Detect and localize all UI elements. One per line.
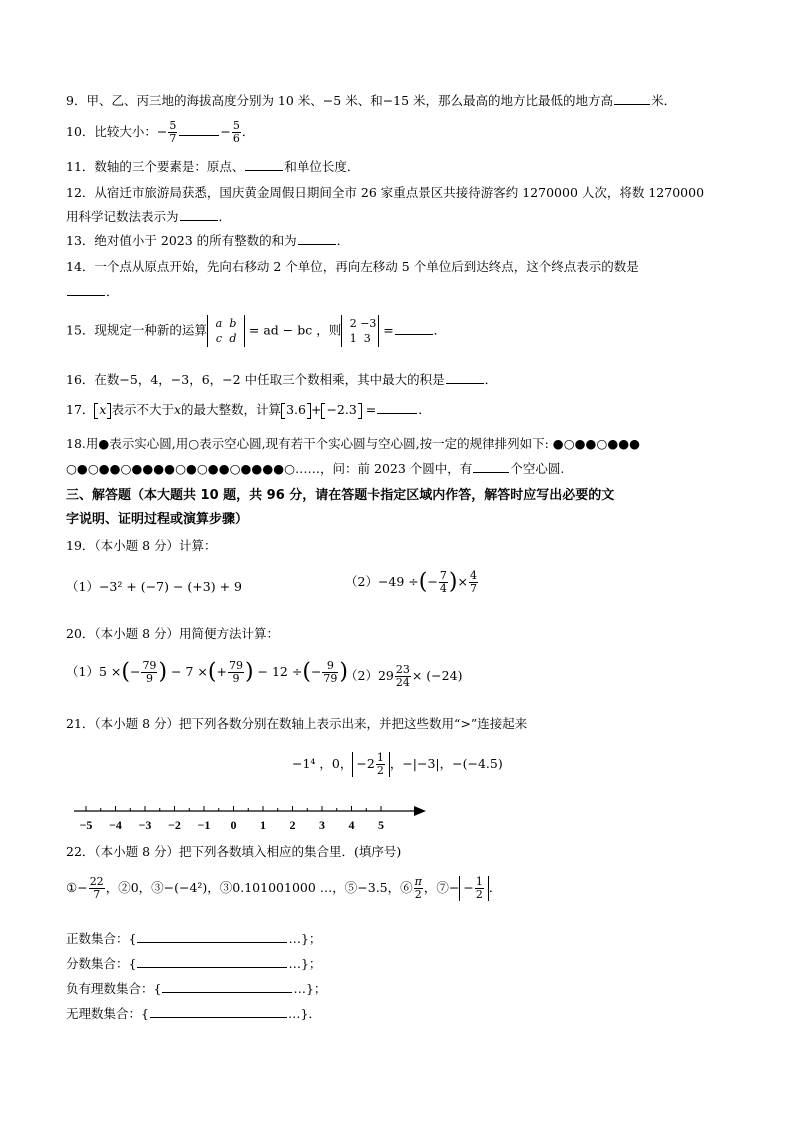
question-18-cont: ○●○●●○●●●●○●○●●○●●●●○……，问：前 2023 个圆中，有 个空心圆. bbox=[66, 461, 565, 476]
tick-label: 0 bbox=[230, 818, 237, 832]
section-heading-cont: 字说明、证明过程或演算步骤） bbox=[66, 512, 249, 527]
set-blank[interactable] bbox=[137, 955, 287, 968]
question-14-cont: ． bbox=[66, 283, 119, 301]
question-12-cont: 用科学记数法表示为 ． bbox=[66, 209, 232, 224]
tick-label: 5 bbox=[378, 818, 384, 832]
set-positive: 正数集合：{ …}； bbox=[66, 931, 322, 946]
question-19-part2: （2）−49 ÷(− $\frac{7}{4}$ )× $\frac{4}{7}$ bbox=[345, 569, 477, 595]
answer-blank[interactable] bbox=[614, 92, 650, 105]
question-9: 9．甲、乙、丙三地的海拔高度分别为 10 米、−5 米、和−15 米，那么最高的地方比最低的地方高 米． bbox=[66, 93, 677, 108]
answer-blank[interactable] bbox=[67, 283, 105, 296]
tick-label: 1 bbox=[260, 818, 266, 832]
question-21-numbers: −1⁴ ，0， −2 $\frac{1}{2}$ ，−|−3|，−(−4.5) bbox=[292, 751, 503, 777]
question-20-part1: （1）5 ×(− $\frac{79}{9}$ ) − 7 ×(+ $\frac{79}{9}$ ) − 12 ÷(− $\frac{9}{79}$ ) bbox=[66, 659, 349, 685]
set-fraction: 分数集合：{ …}； bbox=[66, 956, 322, 971]
fraction: $\frac{5}{6}$ bbox=[232, 119, 240, 145]
answer-blank[interactable] bbox=[298, 232, 336, 245]
question-20-part2: （2）29 $\frac{23}{24}$ × (−24) bbox=[345, 663, 463, 689]
answer-blank[interactable] bbox=[395, 322, 433, 335]
set-blank[interactable] bbox=[162, 980, 292, 993]
question-18: 18.用●表示实心圆,用○表示空心圆,现有若干个实心圆与空心圆,按一定的规律排列如下: ●○●●○●●● bbox=[66, 436, 641, 451]
tick-label: −5 bbox=[79, 818, 93, 832]
question-15: 15．现规定一种新的运算 a b c d = ad − bc ，则 2 −3 1 3 = ． bbox=[66, 317, 447, 345]
question-12: 12．从宿迁市旅游局获悉，国庆黄金周假日期间全市 26 家重点景区共接待游客约 1270000 人次，将数 1270000 bbox=[66, 185, 705, 200]
answer-blank[interactable] bbox=[377, 401, 417, 414]
question-22-items: ①− $\frac{22}{7}$ ，②0，③−(−4²)，③0.101001000 …，⑤−3.5，⑥ $\frac{\pi}{2}$ ，⑦− − $\frac{1}{2}$ ． bbox=[66, 875, 502, 901]
determinant: a b c d bbox=[207, 315, 245, 347]
question-17: 17． x 表示不大于x的最大整数，计算 3.6 + −2.3 = ． bbox=[66, 402, 431, 417]
set-blank[interactable] bbox=[150, 1005, 287, 1018]
answer-blank[interactable] bbox=[179, 123, 219, 136]
set-irrational: 无理数集合：{ …}． bbox=[66, 1006, 321, 1021]
number-line[interactable] bbox=[66, 800, 436, 836]
answer-blank[interactable] bbox=[473, 460, 509, 473]
answer-blank[interactable] bbox=[180, 208, 218, 221]
question-14: 14．一个点从原点开始，先向右移动 2 个单位，再向左移动 5 个单位后到达终点，这个终点表示的数是 bbox=[66, 259, 639, 274]
question-11: 11．数轴的三个要素是：原点、 和单位长度． bbox=[66, 159, 360, 174]
question-22: 22．（本小题 8 分）把下列各数填入相应的集合里．(填序号) bbox=[66, 844, 402, 859]
question-16: 16．在数−5，4，−3，6，−2 中任取三个数相乘，其中最大的积是 ． bbox=[66, 372, 498, 387]
question-10: 10．比较大小：− $\frac{5}{7}$ − $\frac{5}{6}$ ． bbox=[66, 119, 255, 145]
tick-label: 4 bbox=[348, 818, 355, 832]
tick-label: −4 bbox=[109, 818, 122, 832]
set-negative-rational: 负有理数集合：{ …}； bbox=[66, 981, 327, 996]
tick-label: −2 bbox=[168, 818, 181, 832]
question-19-part1: （1）−3² + (−7) − (+3) + 9 bbox=[66, 579, 242, 594]
question-21: 21．（本小题 8 分）把下列各数分别在数轴上表示出来，并把这些数用“>”连接起来 bbox=[66, 716, 528, 731]
tick-label: 3 bbox=[319, 818, 325, 832]
tick-label: 2 bbox=[289, 818, 296, 832]
set-blank[interactable] bbox=[137, 930, 287, 943]
answer-blank[interactable] bbox=[446, 371, 484, 384]
section-heading: 三、解答题（本大题共 10 题，共 96 分，请在答题卡指定区域内作答，解答时应写出必要的文 bbox=[66, 488, 615, 503]
answer-blank[interactable] bbox=[245, 158, 283, 171]
tick-label: −1 bbox=[197, 818, 211, 832]
fraction: $\frac{5}{7}$ bbox=[169, 119, 177, 145]
tick-label: −3 bbox=[138, 818, 152, 832]
question-13: 13．绝对值小于 2023 的所有整数的和为 ． bbox=[66, 233, 350, 248]
question-20: 20．（本小题 8 分）用简便方法计算： bbox=[66, 626, 280, 641]
question-19: 19．（本小题 8 分）计算： bbox=[66, 538, 217, 553]
determinant-values: 2 −3 1 3 bbox=[341, 315, 379, 347]
